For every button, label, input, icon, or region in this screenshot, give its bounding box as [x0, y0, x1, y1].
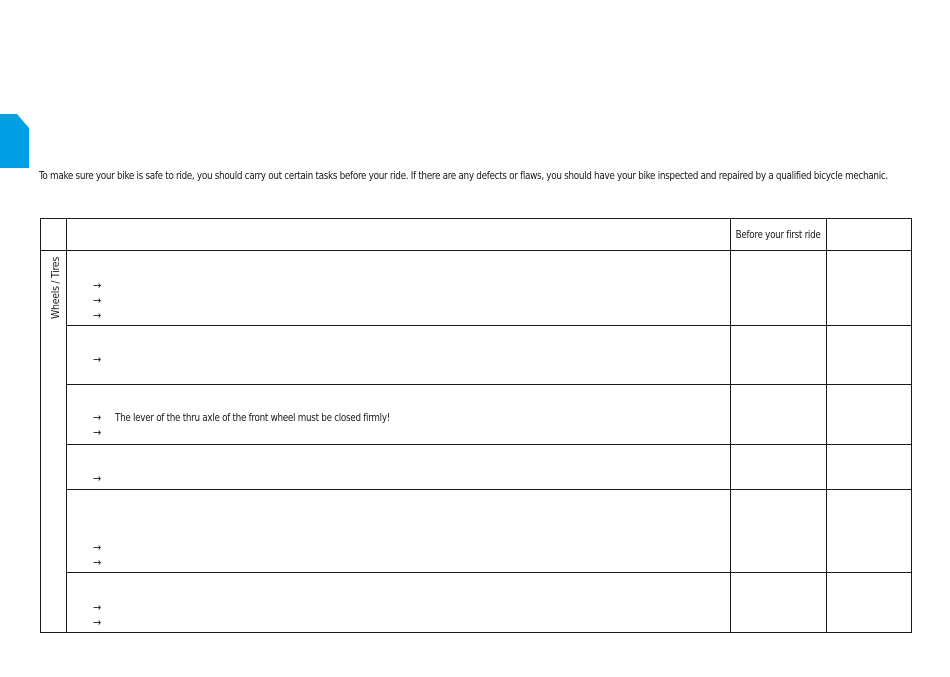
arrow-icon: → — [93, 601, 102, 614]
table-row — [41, 573, 912, 633]
arrow-icon: → — [93, 426, 102, 439]
bullet-list — [93, 540, 115, 570]
header-last-cell — [826, 219, 911, 251]
header-category-cell — [41, 219, 67, 251]
list-item — [93, 555, 115, 570]
arrow-icon: → — [93, 279, 102, 292]
check-cell-last[interactable] — [826, 251, 911, 326]
task-cell — [67, 385, 731, 445]
list-item — [93, 471, 115, 486]
list-item — [93, 540, 115, 555]
task-cell — [67, 251, 731, 326]
arrow-icon: → — [93, 556, 102, 569]
check-cell-last[interactable] — [826, 445, 911, 490]
pre-ride-checklist-table — [40, 218, 912, 633]
list-item — [93, 615, 115, 630]
list-item — [93, 308, 115, 323]
arrow-icon: → — [93, 353, 102, 366]
bullet-list — [93, 410, 411, 440]
list-item — [93, 293, 115, 308]
list-item: → The lever of the thru axle of the front wheel must be closed firmly! — [93, 411, 391, 424]
check-cell-first-ride[interactable] — [730, 251, 826, 326]
section-tab-marker — [0, 114, 29, 168]
arrow-icon: → — [93, 472, 102, 485]
table-row — [41, 385, 912, 445]
header-before-first-ride: Before your first ride — [734, 219, 823, 251]
arrow-icon: → — [93, 294, 102, 307]
list-item — [93, 278, 115, 293]
table-row — [41, 326, 912, 385]
list-item — [93, 600, 115, 615]
check-cell-last[interactable] — [826, 573, 911, 633]
task-cell — [67, 490, 731, 573]
table-row — [41, 490, 912, 573]
check-cell-first-ride[interactable] — [730, 490, 826, 573]
arrow-icon: → — [93, 616, 102, 629]
bullet-list — [93, 278, 115, 323]
bullet-list — [93, 471, 115, 486]
check-cell-first-ride[interactable] — [730, 385, 826, 445]
check-cell-first-ride[interactable] — [730, 326, 826, 385]
task-cell — [67, 445, 731, 490]
arrow-icon: → — [93, 541, 102, 554]
bullet-list — [93, 352, 115, 367]
arrow-icon: → — [93, 411, 102, 424]
task-cell — [67, 573, 731, 633]
check-cell-last[interactable] — [826, 385, 911, 445]
list-item — [93, 425, 411, 440]
check-cell-last[interactable] — [826, 490, 911, 573]
task-cell — [67, 326, 731, 385]
list-item — [93, 352, 115, 367]
table-header-row — [41, 219, 912, 251]
category-label: Wheels / Tires — [50, 257, 62, 319]
category-cell — [41, 251, 67, 633]
check-cell-first-ride[interactable] — [730, 445, 826, 490]
header-task-cell — [67, 219, 731, 251]
bullet-list — [93, 600, 115, 630]
check-cell-last[interactable] — [826, 326, 911, 385]
check-cell-first-ride[interactable] — [730, 573, 826, 633]
arrow-icon: → — [93, 309, 102, 322]
table-row — [41, 251, 912, 326]
intro-paragraph: To make sure your bike is safe to ride, you should carry out certain tasks before your ride. If there are any defects or flaws, you should have your bike inspected and repaired by a qualified bicycle mechanic. — [39, 170, 888, 182]
table-row — [41, 445, 912, 490]
